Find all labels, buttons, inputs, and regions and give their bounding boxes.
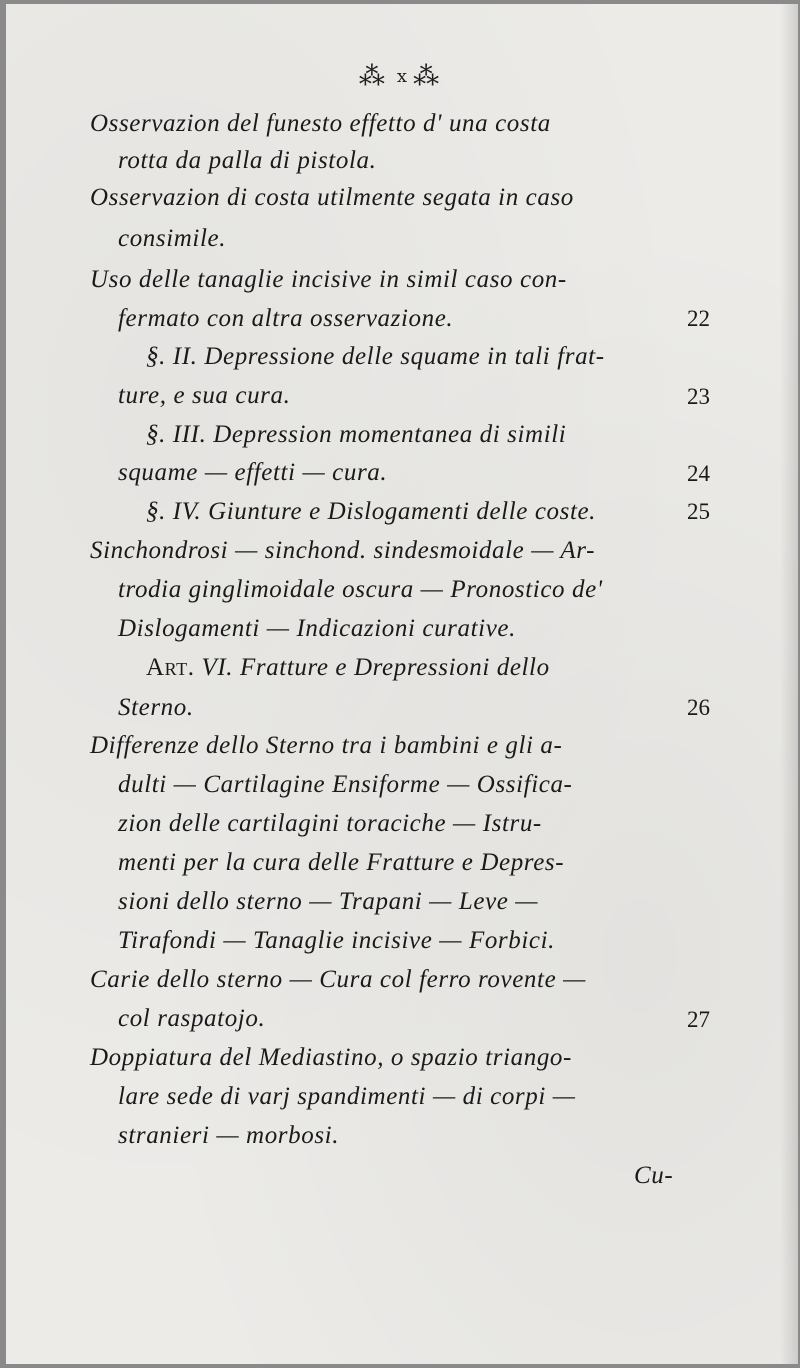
toc-line: Carie dello sterno — Cura col ferro rovente — <box>90 966 586 993</box>
toc-line: Uso delle tanaglie incisive in simil caso con- <box>90 266 567 293</box>
toc-line: col raspatojo. <box>118 1005 266 1032</box>
toc-line: Doppiatura del Mediastino, o spazio triango- <box>90 1044 572 1071</box>
toc-line: fermato con altra osservazione. <box>118 305 454 332</box>
toc-line: rotta da palla di pistola. <box>118 147 377 174</box>
toc-line: consimile. <box>118 225 227 252</box>
page-ref: 27 <box>687 1007 710 1032</box>
catchword: Cu- <box>634 1162 674 1189</box>
page-ref: 22 <box>687 306 710 331</box>
toc-line: §. II. Depressione delle squame in tali frat- <box>146 343 605 370</box>
left-ornament: ⁂ <box>358 62 391 92</box>
toc-line: Osservazion di costa utilmente segata in caso <box>90 184 574 211</box>
page-numeral: x <box>396 66 408 87</box>
right-ornament: ⁂ <box>413 62 446 92</box>
toc-line: §. III. Depression momentanea di simili <box>146 421 567 448</box>
toc-line: §. IV. Giunture e Dislogamenti delle coste. <box>146 498 597 525</box>
toc-line: squame — effetti — cura. <box>118 459 388 486</box>
toc-line: sioni dello sterno — Trapani — Leve — <box>118 888 539 915</box>
page-ref: 23 <box>687 384 710 409</box>
toc-line: dulti — Cartilagine Ensiforme — Ossifica- <box>118 771 573 798</box>
article-title: VI. Fratture e Drepressioni dello <box>201 654 550 681</box>
toc-line: stranieri — morbosi. <box>118 1122 340 1149</box>
toc-line <box>146 654 550 682</box>
page-ref: 24 <box>687 461 710 486</box>
toc-line: Differenze dello Sterno tra i bambini e gli a- <box>90 732 563 759</box>
toc-line: lare sede di varj spandimenti — di corpi — <box>118 1083 576 1110</box>
toc-line: ture, e sua cura. <box>118 382 291 409</box>
toc-line: Sterno. <box>118 694 194 721</box>
toc-line: Dislogamenti — Indicazioni curative. <box>118 615 516 642</box>
toc-line: menti per la cura delle Fratture e Depres- <box>118 849 565 876</box>
toc-line: Osservazion del funesto effetto d' una costa <box>90 110 551 137</box>
toc-line: Tirafondi — Tanaglie incisive — Forbici. <box>118 927 555 954</box>
toc-line: Sinchondrosi — sinchond. sindesmoidale — Ar- <box>90 537 596 564</box>
toc-line: zion delle cartilagini toraciche — Istru- <box>118 810 542 837</box>
page-edge-shadow <box>780 4 798 1364</box>
article-label: Art. <box>146 654 195 681</box>
toc-line: trodia ginglimoidale oscura — Pronostico de' <box>118 576 603 603</box>
page-ref: 26 <box>687 695 710 720</box>
page-ref: 25 <box>687 499 710 524</box>
book-page <box>6 4 798 1364</box>
page-header <box>6 62 798 92</box>
